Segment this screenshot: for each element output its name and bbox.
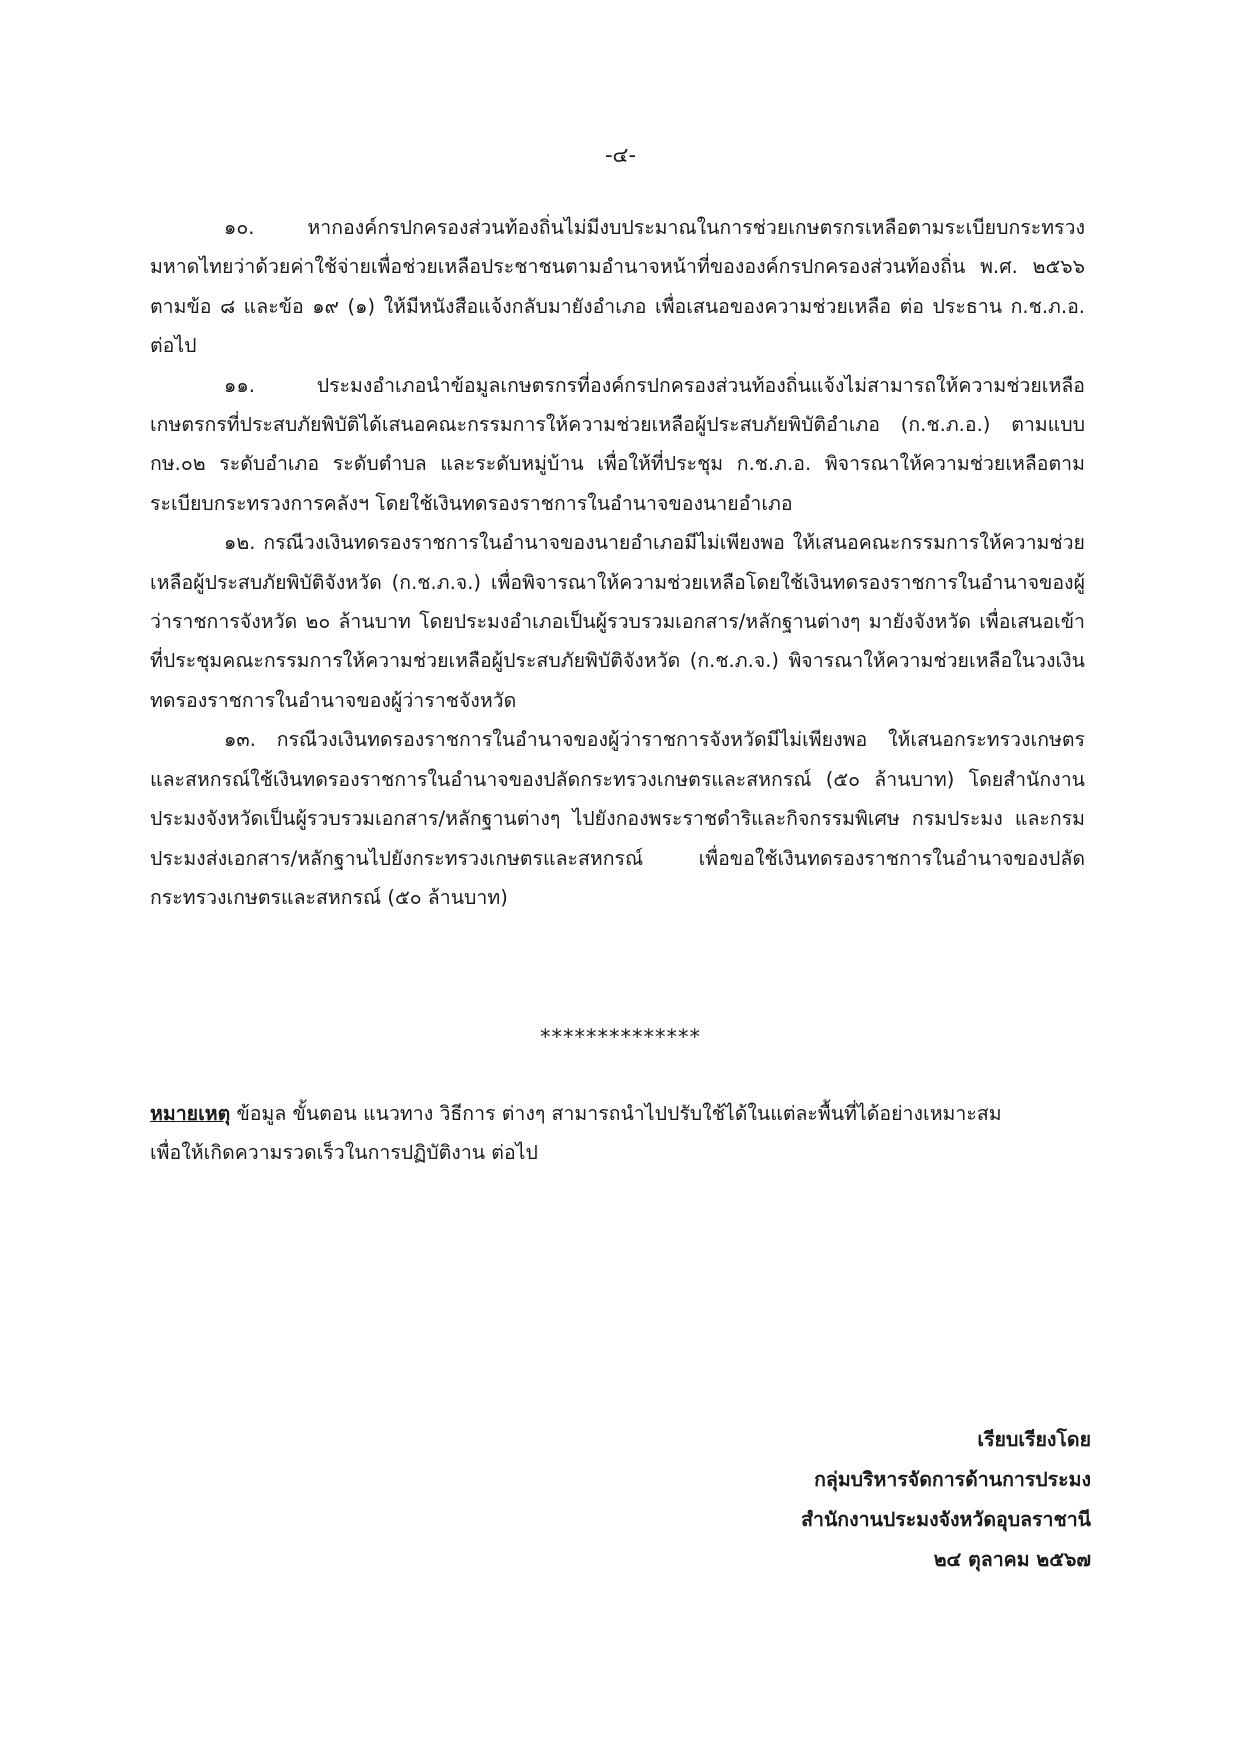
note-text: ข้อมูล ขั้นตอน แนวทาง วิธีการ ต่างๆ สามารถนำไปปรับใช้ได้ในแต่ละพื้นที่ได้อย่างเหมาะสม xyxy=(230,1102,1002,1125)
signature-date: ๒๔ ตุลาคม ๒๕๖๗ xyxy=(933,1548,1091,1571)
paragraph-10: ๑๐. หากองค์กรปกครองส่วนท้องถิ่นไม่มีงบประมาณในการช่วยเกษตรกรเหลือตามระเบียบกระทรวงมหาดไทยว่าด้วยค่าใช้จ่ายเพื่อช่วยเหลือประชาชนตามอำนาจหน้าที่ขององค์กรปกครองส่วนท้องถิ่น พ.ศ. ๒๕๖๖ ตามข้อ ๘ และข้อ ๑๙ (๑) ให้มีหนังสือแจ้งกลับมายังอำเภอ เพื่อเสนอของความช่วยเหลือ ต่อ ประธาน ก.ช.ภ.อ. ต่อไป xyxy=(150,216,1085,358)
paragraph-11: ๑๑. ประมงอำเภอนำข้อมูลเกษตรกรที่องค์กรปกครองส่วนท้องถิ่นแจ้งไม่สามารถให้ความช่วยเหลือเกษตรกรที่ประสบภัยพิบัติได้เสนอคณะกรรมการให้ความช่วยเหลือผู้ประสบภัยพิบัติอำเภอ (ก.ช.ภ.อ.) ตามแบบ กษ.๐๒ ระดับอำเภอ ระดับตำบล และระดับหมู่บ้าน เพื่อให้ที่ประชุม ก.ช.ภ.อ. พิจารณาให้ความช่วยเหลือตามระเบียบกระทรวงการคลังฯ โดยใช้เงินทดรองราชการในอำนาจของนายอำเภอ xyxy=(150,373,1085,515)
signature-compiled-by: เรียบเรียงโดย xyxy=(977,1428,1091,1451)
paragraph-13: ๑๓. กรณีวงเงินทดรองราชการในอำนาจของผู้ว่าราชการจังหวัดมีไม่เพียงพอ ให้เสนอกระทรวงเกษตรและสหกรณ์ใช้เงินทดรองราชการในอำนาจของปลัดกระทรวงเกษตรและสหกรณ์ (๕๐ ล้านบาท) โดยสำนักงานประมงจังหวัดเป็นผู้รวบรวมเอกสาร/หลักฐานต่างๆ ไปยังกองพระราชดำริและกิจกรรมพิเศษ กรมประมง และกรมประมงส่งเอกสาร/หลักฐานไปยังกระทรวงเกษตรและสหกรณ์ เพื่อขอใช้เงินทดรองราชการในอำนาจของปลัดกระทรวงเกษตรและสหกรณ์ (๕๐ ล้านบาท) xyxy=(150,728,1085,909)
note-line-2: เพื่อให้เกิดความรวดเร็วในการปฏิบัติงาน ต่อไป xyxy=(150,1141,538,1165)
paragraph-12: ๑๒. กรณีวงเงินทดรองราชการในอำนาจของนายอำเภอมีไม่เพียงพอ ให้เสนอคณะกรรมการให้ความช่วยเหลือผู้ประสบภัยพิบัติจังหวัด (ก.ช.ภ.จ.) เพื่อพิจารณาให้ความช่วยเหลือโดยใช้เงินทดรองราชการในอำนาจของผู้ว่าราชการจังหวัด ๒๐ ล้านบาท โดยประมงอำเภอเป็นผู้รวบรวมเอกสาร/หลักฐานต่างๆ มายังจังหวัด เพื่อเสนอเข้าที่ประชุมคณะกรรมการให้ความช่วยเหลือผู้ประสบภัยพิบัติจังหวัด (ก.ช.ภ.จ.) พิจารณาให้ความช่วยเหลือในวงเงินทดรองราชการในอำนาจของผู้ว่าราชจังหวัด xyxy=(150,531,1085,712)
document-body xyxy=(150,208,1085,917)
note-section xyxy=(150,1094,1085,1173)
signature-group: กลุ่มบริหารจัดการด้านการประมง xyxy=(814,1468,1091,1491)
note-line-1 xyxy=(150,1094,1085,1133)
signature-office: สำนักงานประมงจังหวัดอุบลราชานี xyxy=(801,1508,1091,1531)
signature-block xyxy=(801,1420,1091,1580)
note-label: หมายเหตุ xyxy=(150,1102,231,1125)
section-separator: ************** xyxy=(540,1025,701,1049)
page-number: -๔- xyxy=(604,143,637,167)
